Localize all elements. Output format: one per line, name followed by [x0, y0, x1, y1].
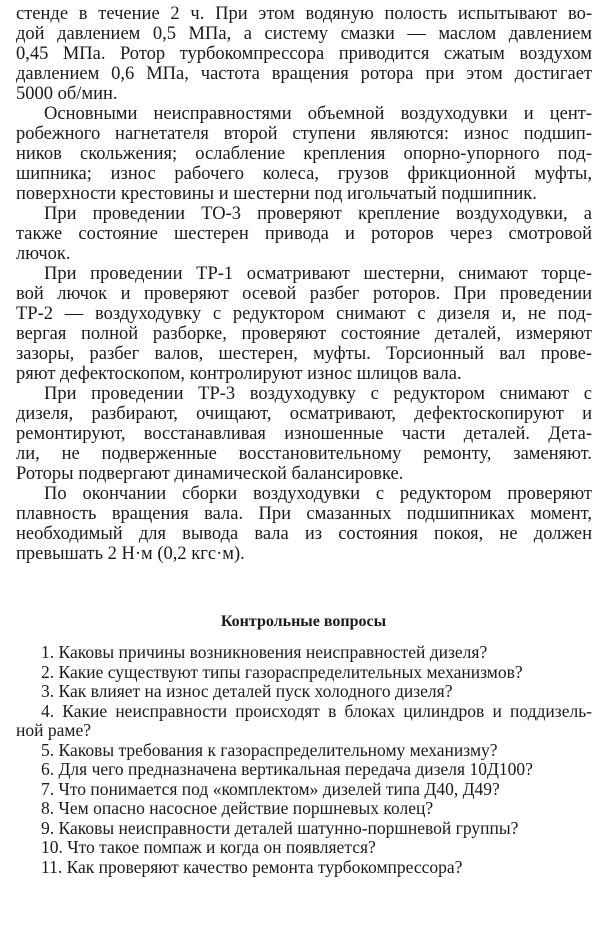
question-item	[16, 702, 592, 741]
text-line: лючок.	[16, 244, 71, 264]
text-line: вергая полной разборке, проверяют состояние деталей, измеряют	[16, 324, 592, 344]
paragraph	[16, 4, 592, 104]
paragraph	[16, 104, 592, 204]
text-line: ремонтируют, восстанавливая изношенные части деталей. Дета-	[16, 424, 592, 444]
text-line: По окончании сборки воздуходувки с редуктором проверяют	[44, 484, 592, 504]
question-line: 1. Каковы причины возникновения неисправностей дизеля?	[41, 642, 488, 662]
text-line: ТР-2 — воздуходувку с редуктором снимают с дизеля и, не под-	[16, 304, 592, 324]
question-item	[16, 663, 592, 683]
text-line: Основными неисправностями объемной воздуходувки и цент-	[44, 104, 592, 124]
body-text	[16, 4, 592, 564]
text-line: При проведении ТР-3 воздуходувку с редуктором снимают с	[44, 384, 592, 404]
text-line: При проведении ТР-1 осматривают шестерни, снимают торце-	[44, 264, 592, 284]
text-line: При проведении ТО-3 проверяют крепление воздуходувки, а	[44, 204, 592, 224]
text-line: Роторы подвергают динамической балансировке.	[16, 464, 404, 484]
text-line: 5000 об/мин.	[16, 84, 118, 104]
question-line: 2. Какие существуют типы газораспределительных механизмов?	[41, 661, 523, 682]
question-item	[16, 682, 592, 702]
paragraph	[16, 204, 592, 264]
text-line: 0,45 МПа. Ротор турбокомпрессора приводится сжатым воздухом	[16, 44, 592, 64]
paragraph	[16, 384, 592, 484]
text-line: плавность вращения вала. При смазанных подшипниках момент,	[16, 504, 592, 524]
text-line: стенде в течение 2 ч. При этом водяную полость испытывают во-	[16, 4, 592, 24]
text-line: ников скольжения; ослабление крепления опорно-упорного под-	[16, 144, 592, 164]
question-line: 5. Каковы требования к газораспределительному механизму?	[41, 739, 498, 760]
text-line: необходимый для вывода вала из состояния покоя, не должен	[16, 524, 592, 544]
question-line: 6. Для чего предназначена вертикальная передача дизеля 10Д100?	[41, 759, 533, 779]
text-line: зазоры, разбег валов, шестерен, муфты. Торсионный вал прове-	[16, 344, 592, 364]
question-line: 10. Что такое помпаж и когда он появляется?	[41, 837, 376, 857]
question-line: 4. Какие неисправности происходят в блоках цилиндров и поддизель-	[41, 700, 592, 721]
text-line: превышать 2 Н·м (0,2 кгс·м).	[16, 544, 245, 564]
section-heading: Контрольные вопросы	[220, 613, 387, 630]
question-line: ной раме?	[16, 720, 91, 740]
text-line: шипника; износ рабочего колеса, грузов фрикционной муфты,	[16, 164, 592, 184]
paragraph	[16, 264, 592, 384]
question-line: 11. Как проверяют качество ремонта турбокомпрессора?	[41, 856, 463, 877]
question-item	[16, 799, 592, 819]
text-line: вой лючок и проверяют осевой разбег роторов. При проведении	[16, 284, 592, 304]
text-line: робежного нагнетателя второй ступени являются: износ подшип-	[16, 124, 592, 144]
question-line: 7. Что понимается под «комплектом» дизелей типа Д40, Д49?	[41, 778, 500, 799]
question-item	[16, 819, 592, 839]
question-item	[16, 838, 592, 858]
paragraph	[16, 484, 592, 564]
question-line: 9. Каковы неисправности деталей шатунно-поршневой группы?	[41, 817, 519, 838]
text-line: также состояние шестерен привода и роторов через смотровой	[16, 224, 592, 244]
questions-list	[16, 643, 592, 877]
question-line: 3. Как влияет на износ деталей пуск холодного дизеля?	[41, 681, 453, 701]
text-line: ряют дефектоскопом, контролируют износ шлицов вала.	[16, 364, 462, 384]
text-line: ли, не подверженные восстановительному ремонту, заменяют.	[16, 444, 592, 464]
text-line: дой давлением 0,5 МПа, а систему смазки — маслом давлением	[16, 24, 592, 44]
question-item	[16, 780, 592, 800]
text-line: дизеля, разбирают, очищают, осматривают, дефектоскопируют и	[16, 404, 592, 424]
text-line: давлением 0,6 МПа, частота вращения ротора при этом достигает	[16, 64, 592, 84]
question-item	[16, 858, 592, 878]
question-item	[16, 643, 592, 663]
question-item	[16, 741, 592, 761]
question-line: 8. Чем опасно насосное действие поршневых колец?	[41, 798, 434, 818]
text-line: поверхности крестовины и шестерни под игольчатый подшипник.	[16, 184, 537, 204]
question-item	[16, 760, 592, 780]
